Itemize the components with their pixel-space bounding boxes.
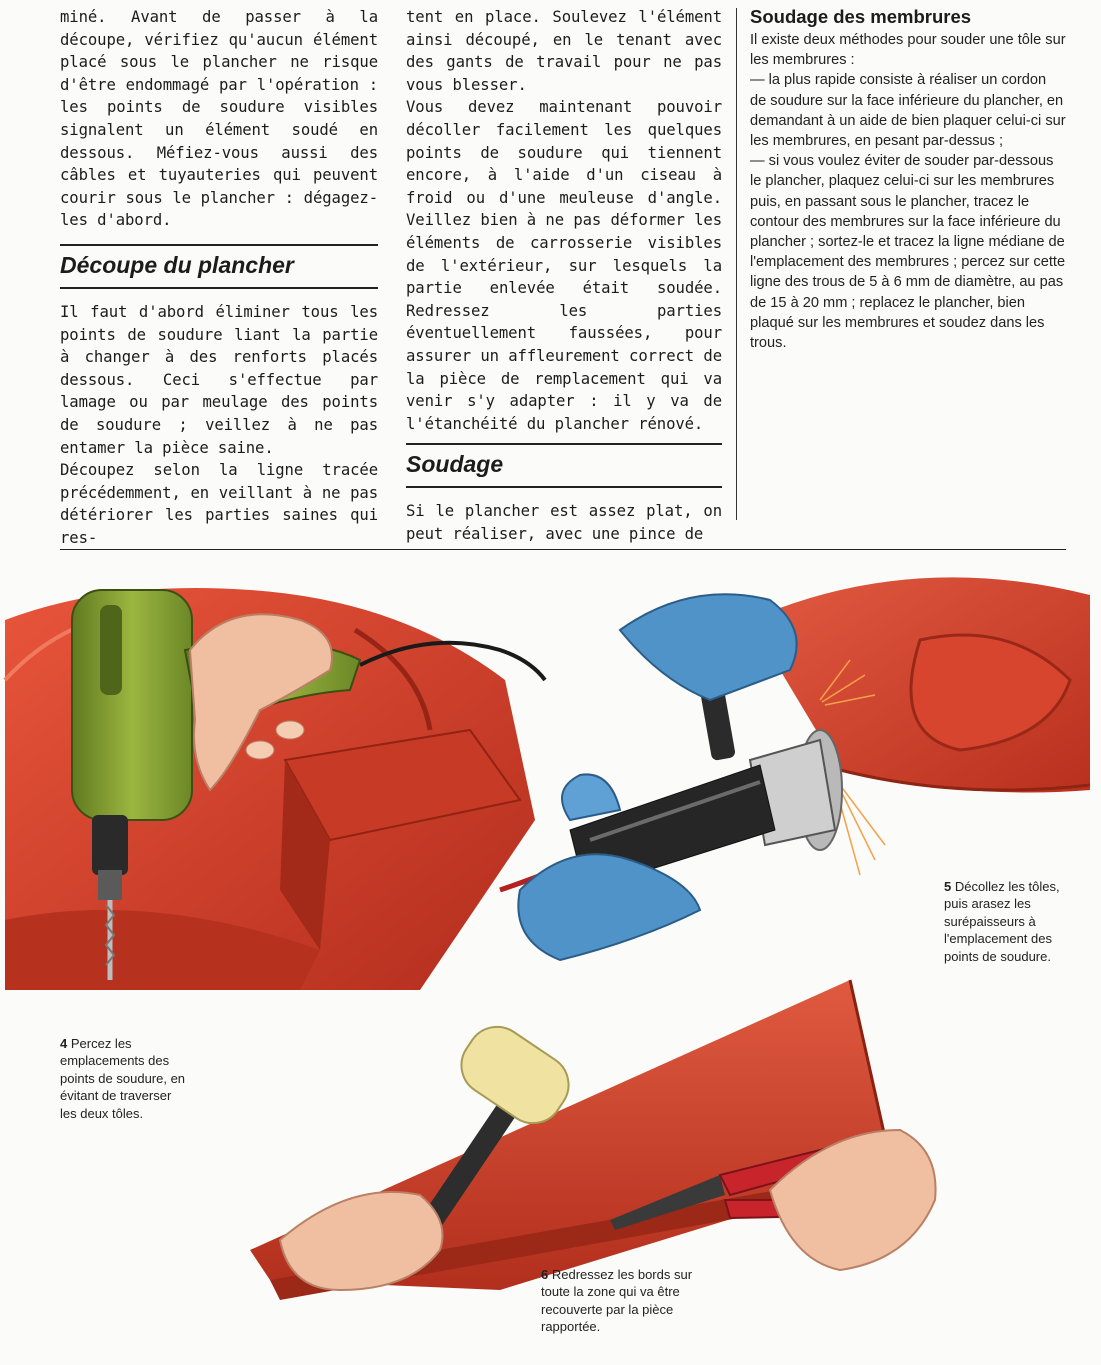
col1-para1: Il faut d'abord éliminer tous les points de soudure liant la partie à changer à des renforts placés dessous. Ceci s'effectue par lamage ou par meulage des points de soudure ; veillez à ne pas entamer la pièce saine. xyxy=(60,302,378,457)
column-divider xyxy=(736,8,737,520)
col2-para3: Si le plancher est assez plat, on peut réaliser, avec une pince de xyxy=(406,502,722,543)
heading-soudage: Soudage xyxy=(406,443,722,488)
col1-intro: miné. Avant de passer à la découpe, vérifiez qu'aucun élément placé sous le plancher ne risque d'être endommagé par l'opération : les points de soudure visibles signalent un élément soudé en dessous. Méfiez-vous aussi des câbles et tuyauteries qui peuvent courir sous le plancher : dégagez-les d'abord. xyxy=(60,8,378,230)
col3-item1: — la plus rapide consiste à réaliser un cordon de soudure sur la face inférieure du plancher, en demandant à un aide de bien plaquer celui-ci sur les membrures, en pesant par-dessus ; xyxy=(750,72,1066,150)
heading-soudage-membrures: Soudage des membrures xyxy=(750,6,972,27)
caption-6-text: Redressez les bords sur toute la zone qui va être recouverte par la pièce rapportée. xyxy=(541,1267,693,1335)
col3-item2: — si vous voulez éviter de souder par-dessous le plancher, plaquez celui-ci sur les membrures puis, en passant sous le plancher, tracez le contour des membrures sur la face inférieure du plancher ; sortez-le et tracez la ligne médiane de l'emplacement des membrures ; percez sur cette ligne des trous de 5 à 6 mm de diamètre, au pas de 15 à 20 mm ; replacez le plancher, bien plaqué sur les membrures et soudez dans les trous. xyxy=(750,153,1066,352)
caption-5-text: Décollez les tôles, puis arasez les surépaisseurs à l'emplacement des points de soudure. xyxy=(944,879,1060,964)
text-column-2 xyxy=(406,6,722,545)
caption-4-text: Percez les emplacements des points de soudure, en évitant de traverser les deux tôles. xyxy=(60,1036,186,1121)
section-divider xyxy=(60,549,1066,550)
col2-para2: Vous devez maintenant pouvoir décoller facilement les quelques points de soudure qui tiennent encore, à l'aide d'un ciseau à froid ou d'une meuleuse d'angle. Veillez bien à ne pas déformer les éléments de carrosserie visibles de l'extérieur, sur lesquels la partie enlevée était soudée. Redressez les parties éventuellement faussées, pour assurer un affleurement correct de la pièce de remplacement qui va venir s'y adapter : il y va de l'étanchéité du plancher rénové. xyxy=(406,98,722,433)
caption-6 xyxy=(541,1266,701,1336)
text-column-1 xyxy=(60,6,378,549)
caption-5-number: 5 xyxy=(944,879,952,894)
caption-6-number: 6 xyxy=(541,1267,549,1282)
caption-4 xyxy=(60,1035,186,1122)
glove-icon xyxy=(620,594,797,700)
illustration-drilling xyxy=(0,560,560,1000)
text-column-3 xyxy=(750,6,1066,353)
caption-4-number: 4 xyxy=(60,1036,68,1051)
heading-decoupe: Découpe du plancher xyxy=(60,244,378,289)
col1-para2: Découpez selon la ligne tracée précédemment, en veillant à ne pas détériorer les parties saines qui res- xyxy=(60,461,378,547)
caption-5 xyxy=(944,878,1069,965)
col2-para1: tent en place. Soulevez l'élément ainsi découpé, en le tenant avec des gants de travail pour ne pas vous blesser. xyxy=(406,8,722,94)
col3-intro: Il existe deux méthodes pour souder une tôle sur les membrures : xyxy=(750,32,1066,69)
glove-icon xyxy=(518,854,700,960)
